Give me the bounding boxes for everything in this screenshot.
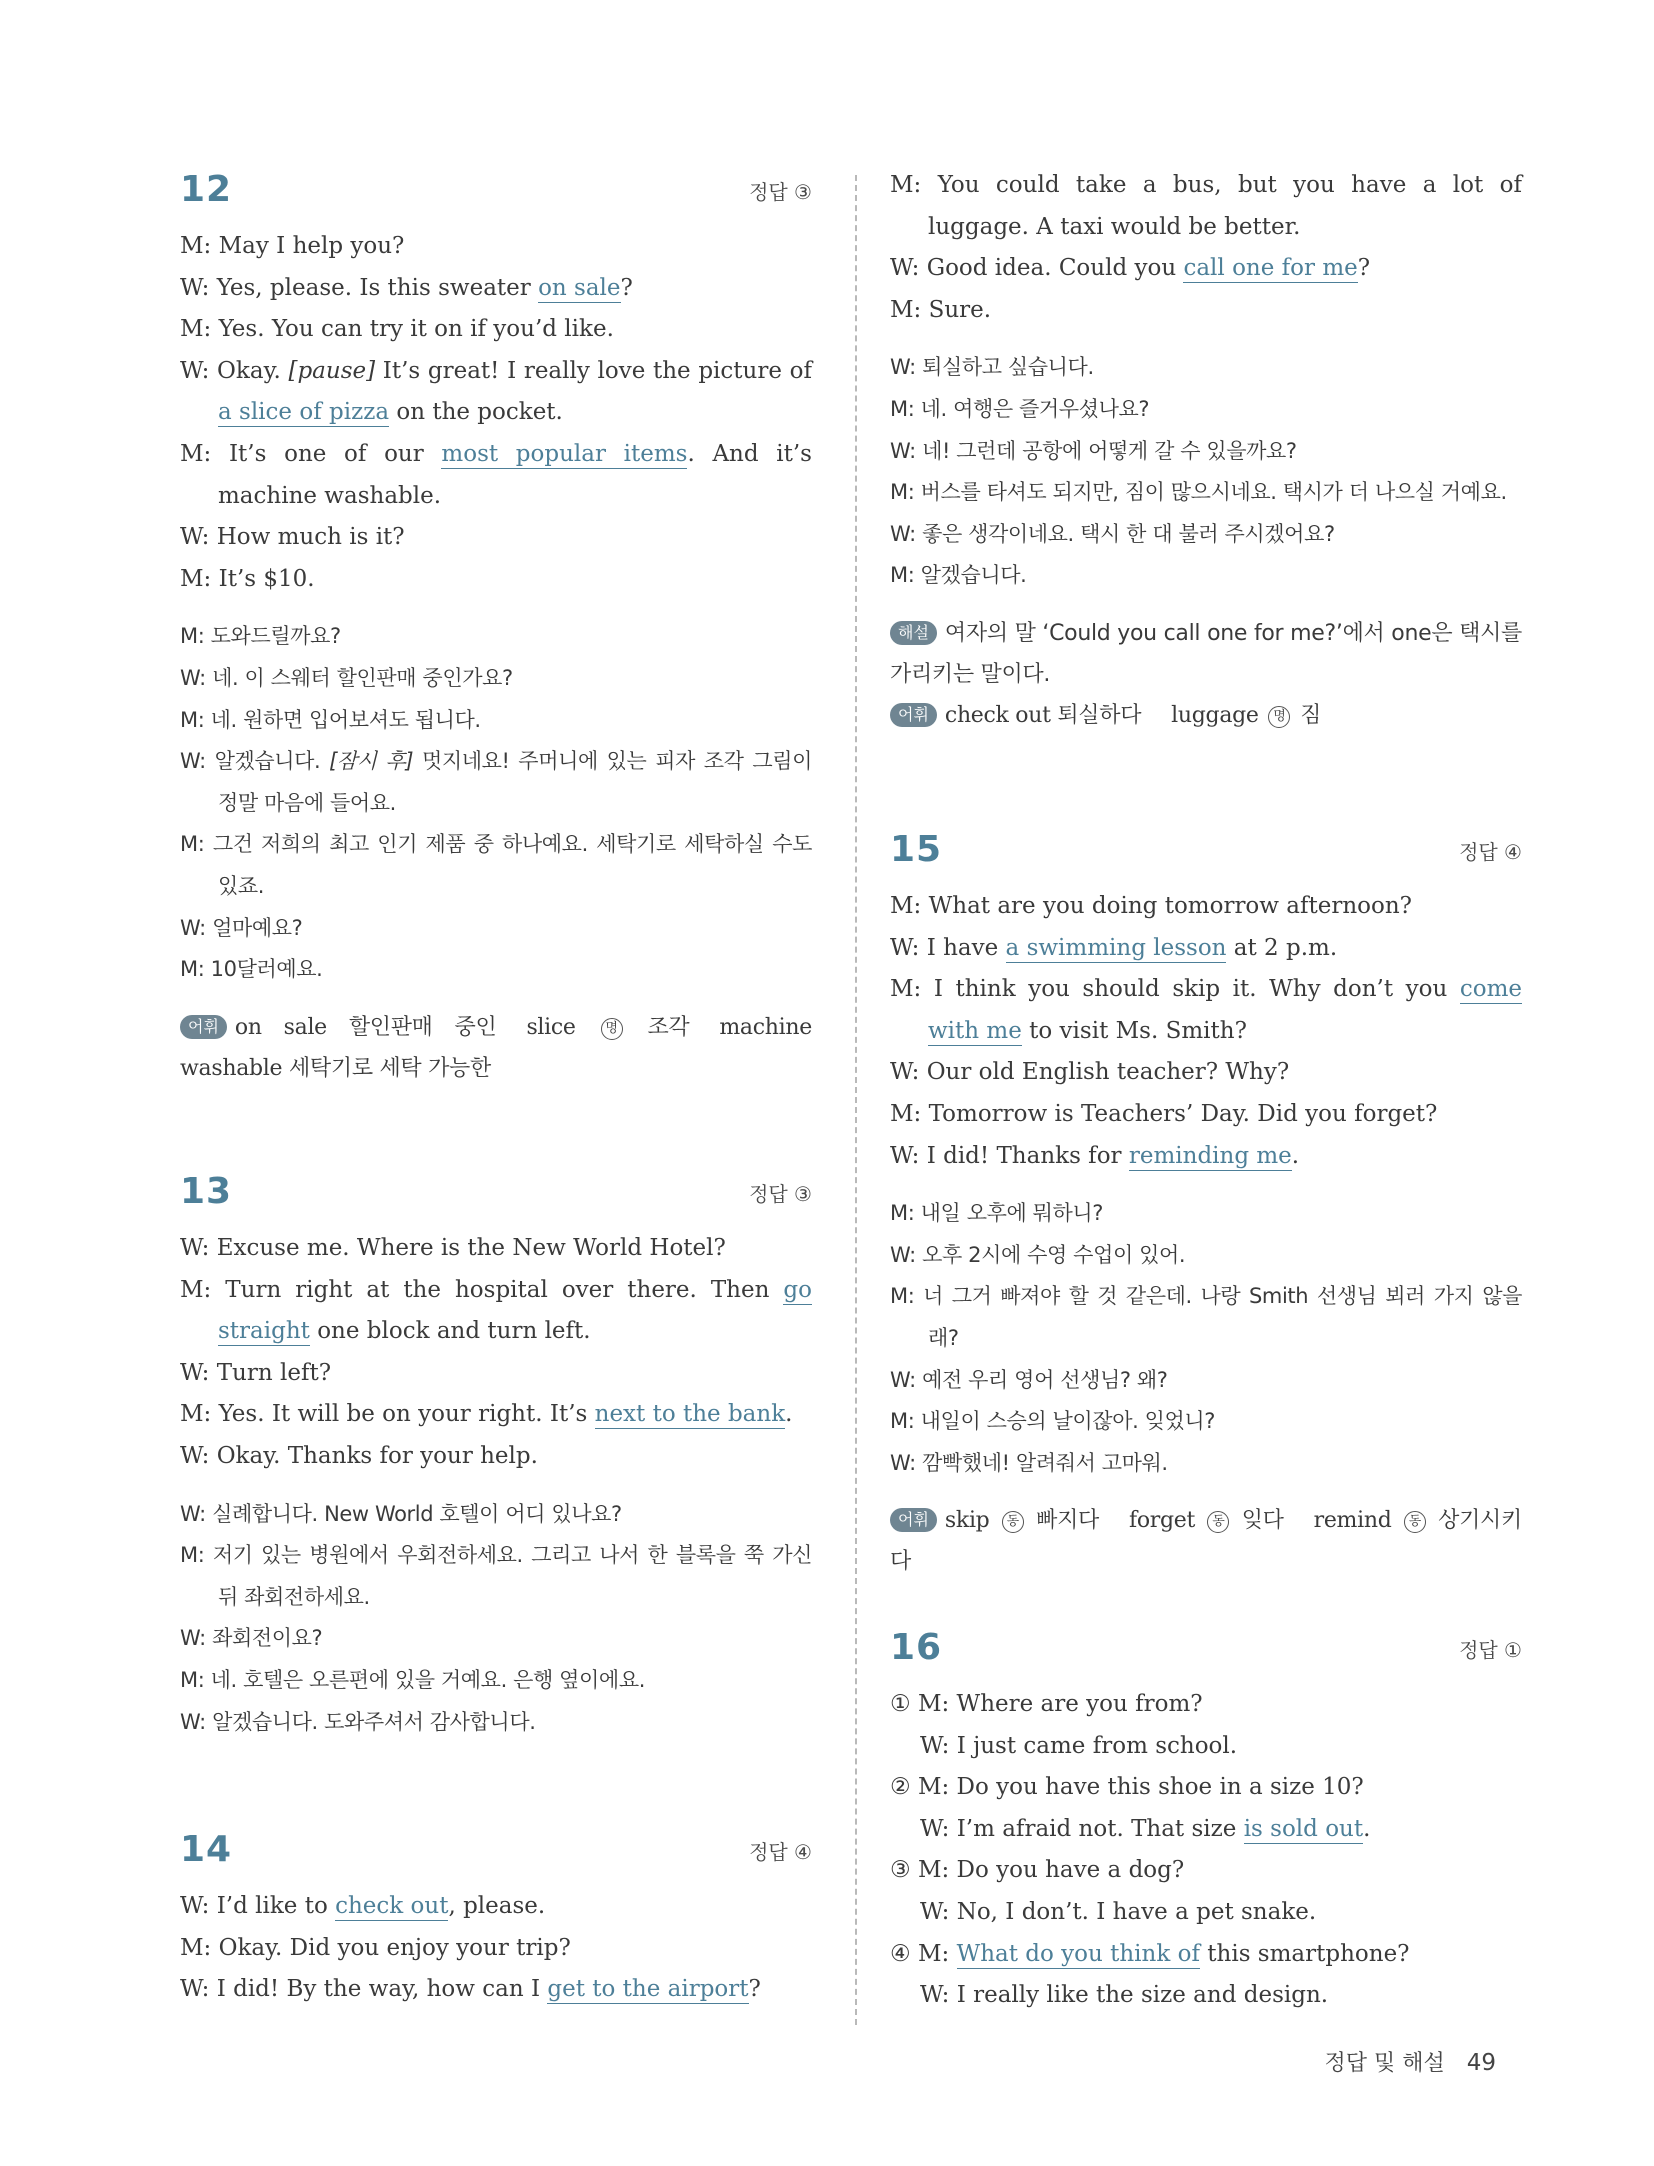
footer-label: 정답 및 해설 [1324, 2051, 1445, 2076]
part-of-speech-mark: 동 [1207, 1511, 1229, 1533]
question-14 [180, 1828, 812, 2011]
fill-in-answer: is sold out [1243, 1815, 1364, 1842]
question-14-continued [890, 165, 1522, 736]
translation-line: M: 네. 원하면 입어보셔도 됩니다. [180, 707, 481, 732]
translation-line: W: 깜빡했네! 알려줘서 고마워. [890, 1450, 1168, 1475]
dialogue-line: W: I’d like to check out, please. [180, 1893, 546, 1919]
translation-line: M: 내일 오후에 뭐하니? [890, 1201, 1104, 1226]
dialogue-line: W: I did! Thanks for reminding me. [890, 1142, 1300, 1169]
dialogue-line: M: Tomorrow is Teachers’ Day. Did you forget? [890, 1100, 1438, 1127]
dialogue-line: M: It’s one of our most popular items. And it’s machine washable. [180, 440, 812, 509]
question-number: 12 [180, 169, 233, 210]
translation-line: M: 알겠습니다. [890, 563, 1027, 588]
vocabulary-badge: 어휘 [180, 1015, 227, 1039]
fill-in-answer: get to the airport [547, 1976, 749, 2003]
option-marker: ③ [890, 1857, 911, 1884]
translation-line: M: 10달러예요. [180, 957, 323, 982]
question-header [890, 828, 1522, 886]
translation-line: M: 네. 여행은 즐거우셨나요? [890, 396, 1150, 421]
fill-in-answer: a swimming lesson [1005, 934, 1227, 961]
dialogue-line: W: Yes, please. Is this sweater on sale? [180, 274, 633, 301]
dialogue-line: W: Okay. [pause] It’s great! I really love the picture of a slice of pizza on the pocket. [180, 357, 812, 426]
dialogue-line: M: Okay. Did you enjoy your trip? [180, 1934, 571, 1961]
translation-line: M: 너 그거 빠져야 할 것 같은데. 나랑 Smith 선생님 뵈러 가지 않을래? [890, 1284, 1522, 1350]
translation-line: M: 저기 있는 병원에서 우회전하세요. 그리고 나서 한 블록을 쭉 가신 뒤 좌회전하세요. [180, 1543, 812, 1609]
vocabulary-note: 어휘 check out 퇴실하다 luggage 명 짐 [890, 695, 1522, 736]
translation-line: W: 좌회전이요? [180, 1626, 323, 1651]
part-of-speech-mark: 동 [1002, 1511, 1024, 1533]
translation-line: W: 오후 2시에 수영 수업이 있어. [890, 1242, 1186, 1267]
question-12 [180, 168, 812, 1089]
part-of-speech-mark: 동 [1404, 1511, 1426, 1533]
translation-line: M: 버스를 타셔도 되지만, 짐이 많으시네요. 택시가 더 나으실 거예요. [890, 480, 1507, 505]
translation-line: W: 실례합니다. New World 호텔이 어디 있나요? [180, 1501, 622, 1526]
vocabulary-badge: 어휘 [890, 703, 937, 727]
fill-in-answer: go straight [218, 1276, 812, 1345]
dialogue-line: W: Our old English teacher? Why? [890, 1059, 1290, 1086]
dialogue-line: W: Excuse me. Where is the New World Hotel? [180, 1235, 726, 1261]
option-line: W: I really like the size and design. [920, 1982, 1329, 2009]
dialogue-line: W: I did! By the way, how can I get to the airport? [180, 1976, 761, 2003]
answer-label: 정답 ① [1459, 1638, 1522, 1662]
question-number: 15 [890, 829, 943, 870]
question-header [180, 168, 812, 226]
option-marker: ① [890, 1691, 911, 1717]
answer-label: 정답 ④ [1459, 840, 1522, 864]
translation-line: M: 네. 호텔은 오른편에 있을 거예요. 은행 옆이에요. [180, 1667, 645, 1692]
answer-label: 정답 ④ [749, 1840, 812, 1864]
dialogue-line: M: Sure. [890, 296, 992, 323]
vocabulary-badge: 어휘 [890, 1508, 937, 1532]
part-of-speech-mark: 명 [601, 1018, 623, 1040]
fill-in-answer: call one for me [1183, 255, 1358, 282]
question-header [180, 1170, 812, 1228]
dialogue-line: M: May I help you? [180, 233, 405, 259]
option-marker: ② [890, 1774, 911, 1801]
fill-in-answer: check out [335, 1893, 449, 1919]
option-line: ③ M: Do you have a dog? [890, 1857, 1185, 1884]
translation-line: M: 도와드릴까요? [180, 624, 341, 649]
fill-in-answer: a slice of pizza [218, 399, 390, 426]
dialogue-line: W: I have a swimming lesson at 2 p.m. [890, 934, 1338, 961]
column-divider [855, 175, 857, 2025]
answer-label: 정답 ③ [749, 180, 812, 204]
question-number: 16 [890, 1627, 943, 1668]
fill-in-answer: come with me [928, 976, 1522, 1044]
option-line: ② M: Do you have this shoe in a size 10? [890, 1774, 1364, 1801]
dialogue-line: M: What are you doing tomorrow afternoon? [890, 893, 1413, 919]
translation-line: W: 얼마예요? [180, 915, 303, 940]
translation-line: W: 네! 그런데 공항에 어떻게 갈 수 있을까요? [890, 438, 1297, 463]
option-line: ④ M: What do you think of this smartphone? [890, 1940, 1410, 1967]
translation-line: W: 좋은 생각이네요. 택시 한 대 불러 주시겠어요? [890, 521, 1335, 546]
page-number: 49 [1466, 2050, 1496, 2076]
option-line: W: I just came from school. [920, 1732, 1238, 1759]
fill-in-answer: reminding me [1128, 1142, 1292, 1169]
fill-in-answer: What do you think of [956, 1940, 1200, 1967]
dialogue-line: M: I think you should skip it. Why don’t you come with me to visit Ms. Smith? [890, 976, 1522, 1044]
dialogue-line: W: Turn left? [180, 1359, 332, 1386]
translation-line: M: 그건 저희의 최고 인기 제품 중 하나예요. 세탁기로 세탁하실 수도 있죠. [180, 832, 812, 898]
translation-line: W: 알겠습니다. 도와주셔서 감사합니다. [180, 1709, 536, 1734]
question-15 [890, 828, 1522, 1582]
question-number: 13 [180, 1171, 233, 1212]
question-header [180, 1828, 812, 1886]
translation-line: W: 예전 우리 영어 선생님? 왜? [890, 1367, 1168, 1392]
vocabulary-note: 어휘 on sale 할인판매 중인 slice 명 조각 machine washable 세탁기로 세탁 가능한 [180, 1014, 812, 1081]
translation-line: W: 퇴실하고 싶습니다. [890, 355, 1094, 380]
option-marker: ④ [890, 1940, 911, 1967]
dialogue-line: W: Good idea. Could you call one for me? [890, 255, 1371, 282]
fill-in-answer: next to the bank [594, 1401, 786, 1428]
question-header [890, 1626, 1522, 1684]
option-line: W: No, I don’t. I have a pet snake. [920, 1898, 1317, 1925]
dialogue-line: M: Yes. It will be on your right. It’s next to the bank. [180, 1401, 793, 1428]
dialogue-line: M: Turn right at the hospital over there. Then go straight one block and turn left. [180, 1276, 812, 1345]
dialogue-line: W: How much is it? [180, 524, 405, 551]
answer-label: 정답 ③ [749, 1182, 812, 1206]
translation-line: M: 내일이 스승의 날이잖아. 잊었니? [890, 1409, 1216, 1434]
dialogue-line: W: Okay. Thanks for your help. [180, 1442, 538, 1469]
dialogue-line: M: It’s $10. [180, 565, 315, 592]
explanation-badge: 해설 [890, 621, 937, 645]
translation-line: W: 알겠습니다. [잠시 후] 멋지네요! 주머니에 있는 피자 조각 그림이 정말 마음에 들어요. [180, 749, 812, 815]
dialogue-line: M: You could take a bus, but you have a lot of luggage. A taxi would be better. [890, 172, 1522, 240]
part-of-speech-mark: 명 [1268, 706, 1290, 728]
dialogue-line: M: Yes. You can try it on if you’d like. [180, 316, 614, 343]
fill-in-answer: on sale [538, 274, 621, 301]
question-16 [890, 1626, 1522, 2017]
fill-in-answer: most popular items [441, 440, 688, 467]
option-line: W: I’m afraid not. That size is sold out. [920, 1815, 1371, 1842]
vocabulary-note: 어휘 skip 동 빠지다 forget 동 잊다 remind 동 상기시키다 [890, 1508, 1522, 1575]
translation-line: W: 네. 이 스웨터 할인판매 중인가요? [180, 665, 513, 690]
question-13 [180, 1170, 812, 1743]
question-number: 14 [180, 1829, 233, 1870]
explanation-note: 해설 여자의 말 ‘Could you call one for me?’에서 one은 택시를 가리키는 말이다. [890, 620, 1522, 687]
option-line: ① M: Where are you from? [890, 1691, 1203, 1717]
page-footer [1324, 2046, 1496, 2077]
